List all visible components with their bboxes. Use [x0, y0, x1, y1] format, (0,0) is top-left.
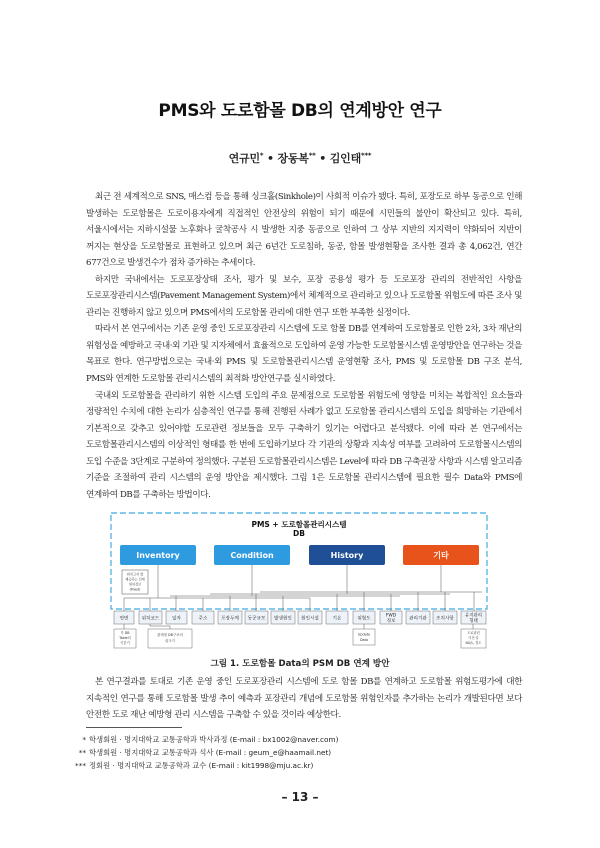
data-item-label: 동공규모	[247, 616, 266, 622]
sub-box-text: 도로관련	[467, 631, 480, 635]
footnote-mark: **	[78, 748, 86, 757]
inventory-note-line: 제공하는 선재	[125, 577, 145, 582]
sub-box-update-data	[353, 629, 375, 645]
data-item-label: 관리기관	[409, 616, 427, 622]
data-item-label: 원인시설	[301, 616, 319, 622]
author-mark: **	[308, 151, 316, 160]
sub-box-text: Update	[357, 632, 371, 637]
inventory-note-line: (Fixed)	[129, 587, 141, 592]
data-item-label: 정보	[386, 619, 396, 624]
body-paragraph: 따라서 본 연구에서는 기존 운영 중인 도로포장관리 시스템에 도로 함몰 DB를 연계하여 도로함몰로 인한 2차, 3차 재난의 위험성을 예방하고 국내·외 기관 및 지자체에서 효율적으로 도입하여 운영 가능한 도로함몰시스템 운영방안을 연구하는 것을 목표로 한다. 연구방법으로는 국내·외 PMS 및 도로함몰관리시스템 운영현황 조사, PMS 및 도로함몰 DB 구조 분석, PMS와 연계한 도로함몰 관리시스템의 최적화 방안연구를 실시하였다.	[86, 324, 522, 385]
sub-box-text: Data	[359, 638, 369, 642]
data-item-label: 형태	[469, 619, 478, 624]
data-item-label: 위치코드	[141, 616, 160, 622]
footnote-mark: ***	[75, 761, 86, 770]
sub-connectors	[124, 624, 473, 629]
inventory-note-line: 위치고지 별	[126, 572, 144, 577]
data-item-label: 조치사항	[436, 616, 454, 622]
author-separator: •	[263, 152, 278, 165]
category-inventory-label: Inventory	[136, 551, 180, 560]
sub-box-text: NG/L, 결도	[465, 641, 482, 645]
footnotes	[70, 733, 540, 772]
figure-caption: 그림 1. 도로함몰 Data의 PSM DB 연계 방안	[210, 659, 390, 669]
data-item-label: FWD	[385, 613, 397, 619]
footnote	[70, 733, 540, 746]
author-name: 연규민	[228, 152, 260, 165]
footnote-text: 학생회원 · 명지대학교 교통공학과 박사과정 (E-mail : bx1002@naver.com)	[89, 735, 339, 744]
data-item-label: 유지관리	[465, 613, 482, 619]
author-mark: *	[259, 151, 264, 160]
footnote	[70, 759, 540, 772]
inventory-note-line: 위치정보	[128, 582, 142, 587]
sub-box-text: 키본키	[120, 641, 130, 645]
figure-outer-title: PMS + 도로함몰관리시스템	[251, 520, 347, 529]
sub-box-text: 관계형 DB구조의	[157, 633, 183, 637]
sub-box-text: Table의	[119, 636, 131, 640]
data-item-label: 일자	[172, 616, 181, 622]
author-line	[0, 150, 600, 166]
figure-outer-title-db: DB	[293, 529, 305, 538]
figure-diagram	[110, 512, 488, 650]
data-item-label: 주소	[198, 616, 208, 622]
data-item-label: 위험도	[357, 616, 371, 622]
page-title: PMS와 도로함몰 DB의 연계방안 연구	[158, 101, 442, 121]
author-name: 장동복	[277, 152, 309, 165]
data-item-label: 연번	[119, 616, 129, 622]
sub-box-text: 링크키	[165, 639, 175, 643]
category-condition-label: Condition	[230, 551, 274, 560]
page-number: – 13 –	[281, 790, 319, 804]
data-item-row	[114, 611, 486, 624]
body-paragraph: 본 연구결과를 토대로 기존 운영 중인 도로포장관리 시스템에 도로 함몰 DB를 연계하고 도로함몰 위험도평가에 대한 지속적인 연구를 통해 도로함몰 발생 추이 예측과 포장관리 개념에 도로함몰 위험인자를 추가하는 논리가 개발된다면 보다 안전한 도로 재난 예방형 관리 시스템을 구축할 수 있을 것이라 예상한다.	[86, 677, 522, 721]
author-separator: •	[315, 152, 330, 165]
author-mark: ***	[361, 151, 372, 160]
conclusion-text	[86, 674, 522, 724]
category-etc-label: 기타	[433, 551, 449, 560]
data-item-label: 포장두께	[221, 616, 239, 622]
footnote-text: 정회원 · 명지대학교 교통공학과 교수 (E-mail : kit1998@mju.ac.kr)	[89, 761, 314, 770]
footnote-divider	[86, 727, 182, 728]
body-text	[86, 189, 522, 503]
author-name: 김인태	[329, 152, 362, 165]
sub-box-text: 이전 일	[468, 636, 479, 640]
footnote-mark: *	[82, 735, 86, 744]
body-paragraph: 하지만 국내에서는 도로포장상태 조사, 평가 및 보수, 포장 공용성 평가 등 도로포장 관리의 전반적인 사항을 도로포장관리시스템(Pavement Management System)에서 체계적으로 관리하고 있으나 도로함몰 위험도에 따른 조사 및 관리는 진행하지 않고 있으며 PMS에서의 도로함몰 관리에 대한 연구 또한 부족한 실정이다.	[86, 274, 522, 318]
db-linkage-figure	[110, 512, 488, 650]
sub-box-text: 각 DB	[120, 631, 130, 635]
data-item-label: 발생원인	[274, 616, 292, 622]
body-paragraph: 최근 전 세계적으로 SNS, 매스컴 등을 통해 싱크홀(Sinkhole)이 사회적 이슈가 됐다. 특히, 포장도로 하부 동공으로 인해 발생하는 도로함몰은 도로이용자에게 직접적인 안전상의 위험이 되기 때문에 시민들의 불안이 확산되고 있다. 특히, 서울시에서는 지하시설물 노후화나 굴착공사 시 발생한 지중 동공으로 인하여 그 상부 지반의 지지력이 약화되어 지반이 꺼지는 현상을 도로함몰로 표현하고 있으며 최근 6년간 도로침하, 동공, 함몰 발생현황을 조사한 결과 총 4,062건, 연간 677건으로 발생건수가 점차 증가하는 추세이다.	[86, 192, 522, 269]
footnote	[70, 746, 540, 759]
footnote-text: 학생회원 · 명지대학교 교통공학과 석사 (E-mail : geum_e@haamail.net)	[89, 748, 332, 757]
category-history-label: History	[330, 551, 364, 560]
data-item-label: 기온	[332, 616, 342, 622]
body-paragraph: 국내외 도로함몰을 관리하기 위한 시스템 도입의 주요 문제점으로 도로함몰 위험도에 영향을 미치는 복합적인 요소들과 정량적인 수치에 대한 논리가 심층적인 연구를 통해 진행된 사례가 없고 도로함몰 관리시스템의 도입을 희망하는 기관에서 기본적으로 갖추고 있어야할 도로관련 정보들을 모두 구축하기 있기는 어렵다고 분석됐다. 이에 따라 본 연구에서는 도로함몰관리시스템의 이상적인 형태를 한 번에 도입하기보다 각 기관의 상황과 지속성 여부를 고려하여 도로함몰시스템의 도입 수준을 3단계로 구분하여 정의했다. 구분된 도로함몰관리시스템은 Level에 따라 DB 구축권장 사항과 시스템 알고리즘 기준을 조절하여 관리 시스템의 운영 방안을 제시했다. 그림 1은 도로함몰 관리시스템에 필요한 필수 Data와 PMS에 연계하여 DB를 구축하는 방법이다.	[86, 390, 522, 500]
